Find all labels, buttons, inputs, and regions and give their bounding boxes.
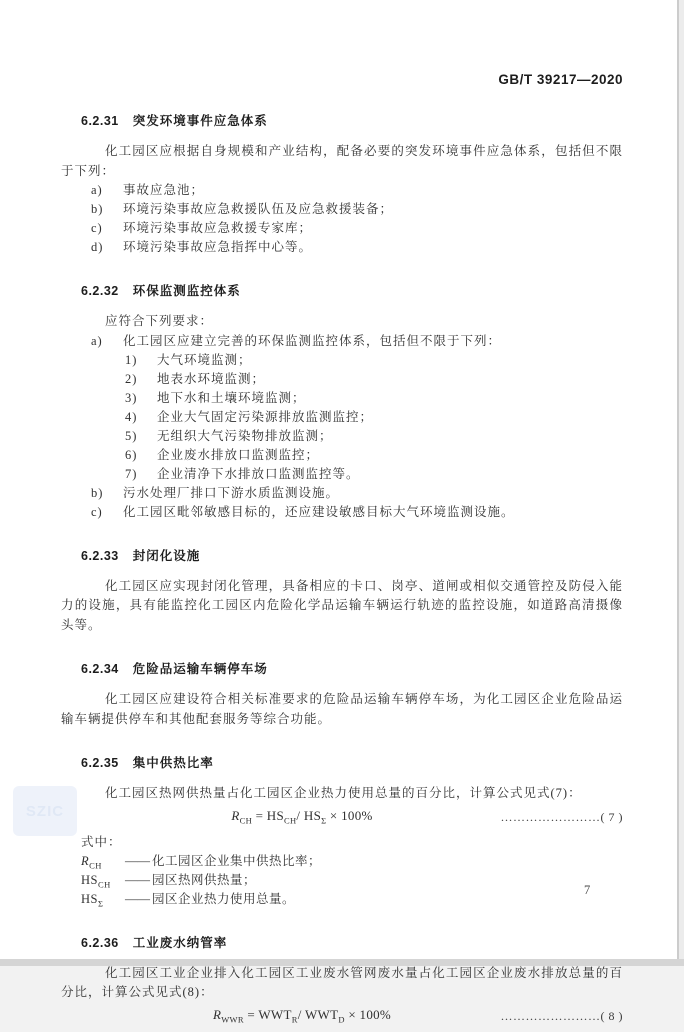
- sub-item-text: 地下水和土壤环境监测；: [157, 390, 306, 405]
- sub-item-text: 无组织大气污染物排放监测；: [157, 428, 333, 443]
- equation-denominator: WWT: [304, 1006, 339, 1022]
- symbol: [81, 871, 125, 890]
- equation-denominator: HS: [303, 807, 322, 823]
- definition-dash: ——: [125, 853, 150, 868]
- definition-dash: ——: [125, 872, 150, 887]
- list-item-text: 事故应急池；: [123, 183, 205, 197]
- symbol: [81, 890, 125, 909]
- list-item-label: c): [91, 504, 103, 519]
- list-item-text: 化工园区毗邻敏感目标的，还应建设敏感目标大气环境监测设施。: [123, 504, 515, 519]
- symbol-name: R: [81, 853, 90, 868]
- section-intro-paragraph: 应符合下列要求：: [105, 314, 214, 328]
- page-content: [61, 72, 623, 1032]
- symbol-name: HS: [81, 891, 98, 906]
- equation-subscript: D: [338, 1014, 345, 1025]
- list-item-text: 环境污染事故应急指挥中心等。: [123, 240, 313, 254]
- equation-subscript: WWR: [221, 1014, 244, 1025]
- list-item-text: 环境污染事故应急救援专家库；: [123, 221, 313, 235]
- section-number: 6.2.34: [81, 662, 119, 676]
- equation-tail: × 100%: [344, 1006, 392, 1022]
- section-number: 6.2.32: [81, 284, 119, 298]
- definition-text: 园区热网供热量；: [152, 872, 257, 887]
- symbol-definition: [81, 890, 623, 909]
- dot-leader: ……………………: [500, 1008, 601, 1023]
- section-intro-paragraph: 化工园区热网供热量占化工园区企业热力使用总量的百分比，计算公式见式(7)：: [105, 786, 582, 800]
- definition-text: 化工园区企业集中供热比率；: [152, 853, 322, 868]
- sub-item-label: 4): [125, 409, 138, 424]
- list-item-text: 化工园区应建立完善的环保监测监控体系，包括但不限于下列：: [123, 333, 502, 348]
- section-number: 6.2.31: [81, 114, 119, 128]
- page-number: 7: [584, 883, 591, 897]
- list-item-text: 污水处理厂排口下游水质监测设施。: [123, 485, 340, 500]
- section-title: 集中供热比率: [132, 756, 214, 770]
- symbol: [81, 852, 125, 871]
- section-body-paragraph: 化工园区应建设符合相关标准要求的危险品运输车辆停车场，为化工园区企业危险品运输车辆提供停车和其他配套服务等综合功能。: [61, 692, 623, 726]
- list-item-label: d): [91, 240, 104, 254]
- equation-8: [61, 1007, 543, 1023]
- list-item: [61, 181, 623, 200]
- section-number: 6.2.36: [81, 935, 119, 950]
- symbol-name: HS: [81, 872, 98, 887]
- equation-subscript: Σ: [321, 815, 327, 826]
- section-heading-6-2-33: [81, 546, 623, 564]
- section-body-paragraph: 化工园区应实现封闭化管理，具备相应的卡口、岗亭、道闸或相似交通管控及防侵入能力的设施，具有能监控化工园区内危险化学品运输车辆运行轨迹的监控设施，如道路高清摄像头等。: [61, 578, 623, 632]
- standard-code-header: GB/T 39217—2020: [498, 72, 623, 87]
- section-title: 封闭化设施: [132, 548, 201, 563]
- equation-number: ( 8 ): [600, 1008, 623, 1023]
- sub-item-text: 大气环境监测；: [157, 352, 252, 367]
- scanner-watermark: SZIC: [13, 786, 77, 836]
- list-item: [61, 503, 623, 522]
- equation-number-leader: [501, 810, 624, 825]
- equals-sign: =: [252, 807, 267, 823]
- scan-edge-strip: [679, 0, 684, 966]
- sub-item-text: 地表水环境监测；: [157, 371, 266, 386]
- equation-number-leader: [501, 1009, 624, 1024]
- definition-text: 园区企业热力使用总量。: [152, 891, 296, 906]
- section-heading-6-2-31: [81, 111, 623, 129]
- sub-item-text: 企业清净下水排放口监测监控等。: [157, 466, 360, 481]
- numbered-sub-item: [61, 370, 623, 389]
- equation-subscript: CH: [239, 815, 253, 826]
- sub-item-label: 5): [125, 428, 138, 443]
- numbered-sub-item: [61, 465, 623, 484]
- list-item: [61, 219, 623, 238]
- numbered-sub-item: [61, 351, 623, 370]
- sub-item-label: 7): [125, 466, 138, 481]
- symbol-definition: [81, 871, 623, 890]
- scan-edge-line: [677, 0, 679, 966]
- numbered-sub-item: [61, 427, 623, 446]
- list-item: [61, 332, 623, 351]
- where-label: 式中：: [81, 834, 122, 849]
- section-title: 突发环境事件应急体系: [132, 114, 268, 128]
- section-title: 工业废水纳管率: [132, 935, 228, 950]
- section-heading-6-2-35: [81, 753, 623, 771]
- list-item-label: a): [91, 333, 103, 348]
- equation-tail: × 100%: [326, 807, 373, 823]
- section-heading-6-2-36: [81, 933, 623, 951]
- section-heading-6-2-34: [81, 659, 623, 677]
- sub-item-label: 1): [125, 352, 138, 367]
- symbol-definition: [81, 852, 623, 871]
- equation-variable: R: [231, 807, 240, 823]
- section-intro-paragraph: 化工园区工业企业排入化工园区工业废水管网废水量占化工园区企业废水排放总量的百分比，计算公式见式(8)：: [61, 965, 623, 999]
- section-intro-paragraph: 化工园区应根据自身规模和产业结构，配备必要的突发环境事件应急体系，包括但不限于下列：: [61, 144, 623, 178]
- equation-numerator: HS: [266, 807, 284, 823]
- equation-7-row: [61, 808, 623, 830]
- equation-7: [61, 808, 543, 824]
- sub-item-text: 企业废水排放口监测监控；: [157, 447, 320, 462]
- equation-number: ( 7 ): [600, 809, 623, 824]
- symbol-subscript: Σ: [97, 898, 104, 908]
- division-sign: /: [297, 1006, 305, 1022]
- list-item-label: a): [91, 183, 103, 197]
- definition-dash: ——: [125, 891, 150, 906]
- numbered-sub-item: [61, 389, 623, 408]
- equation-numerator: WWT: [258, 1006, 292, 1022]
- scan-bottom-band: [0, 959, 684, 966]
- equation-subscript: R: [291, 1014, 298, 1025]
- division-sign: /: [296, 807, 304, 823]
- list-item: [61, 238, 623, 257]
- symbol-subscript: CH: [97, 879, 111, 889]
- lettered-list: [61, 181, 623, 257]
- dot-leader: ……………………: [500, 809, 601, 824]
- equals-sign: =: [243, 1006, 259, 1022]
- equation-subscript: CH: [284, 815, 297, 826]
- list-item-label: c): [91, 221, 103, 235]
- section-title: 环保监测监控体系: [132, 284, 241, 298]
- list-item: [61, 200, 623, 219]
- list-item-text: 环境污染事故应急救援队伍及应急救援装备；: [123, 202, 394, 216]
- equation-8-row: [61, 1007, 623, 1029]
- section-title: 危险品运输车辆停车场: [132, 662, 268, 676]
- symbol-subscript: CH: [89, 860, 102, 870]
- section-number: 6.2.35: [81, 756, 119, 770]
- list-item-label: b): [91, 202, 104, 216]
- sub-item-label: 2): [125, 371, 138, 386]
- list-item-label: b): [91, 485, 104, 500]
- numbered-sub-item: [61, 408, 623, 427]
- lettered-list: [61, 332, 623, 522]
- sub-item-label: 6): [125, 447, 138, 462]
- list-item: [61, 484, 623, 503]
- section-number: 6.2.33: [81, 548, 119, 563]
- equation-variable: R: [212, 1006, 222, 1022]
- sub-item-label: 3): [125, 390, 138, 405]
- numbered-sub-item: [61, 446, 623, 465]
- sub-item-text: 企业大气固定污染源排放监测监控；: [157, 409, 374, 424]
- section-heading-6-2-32: [81, 281, 623, 299]
